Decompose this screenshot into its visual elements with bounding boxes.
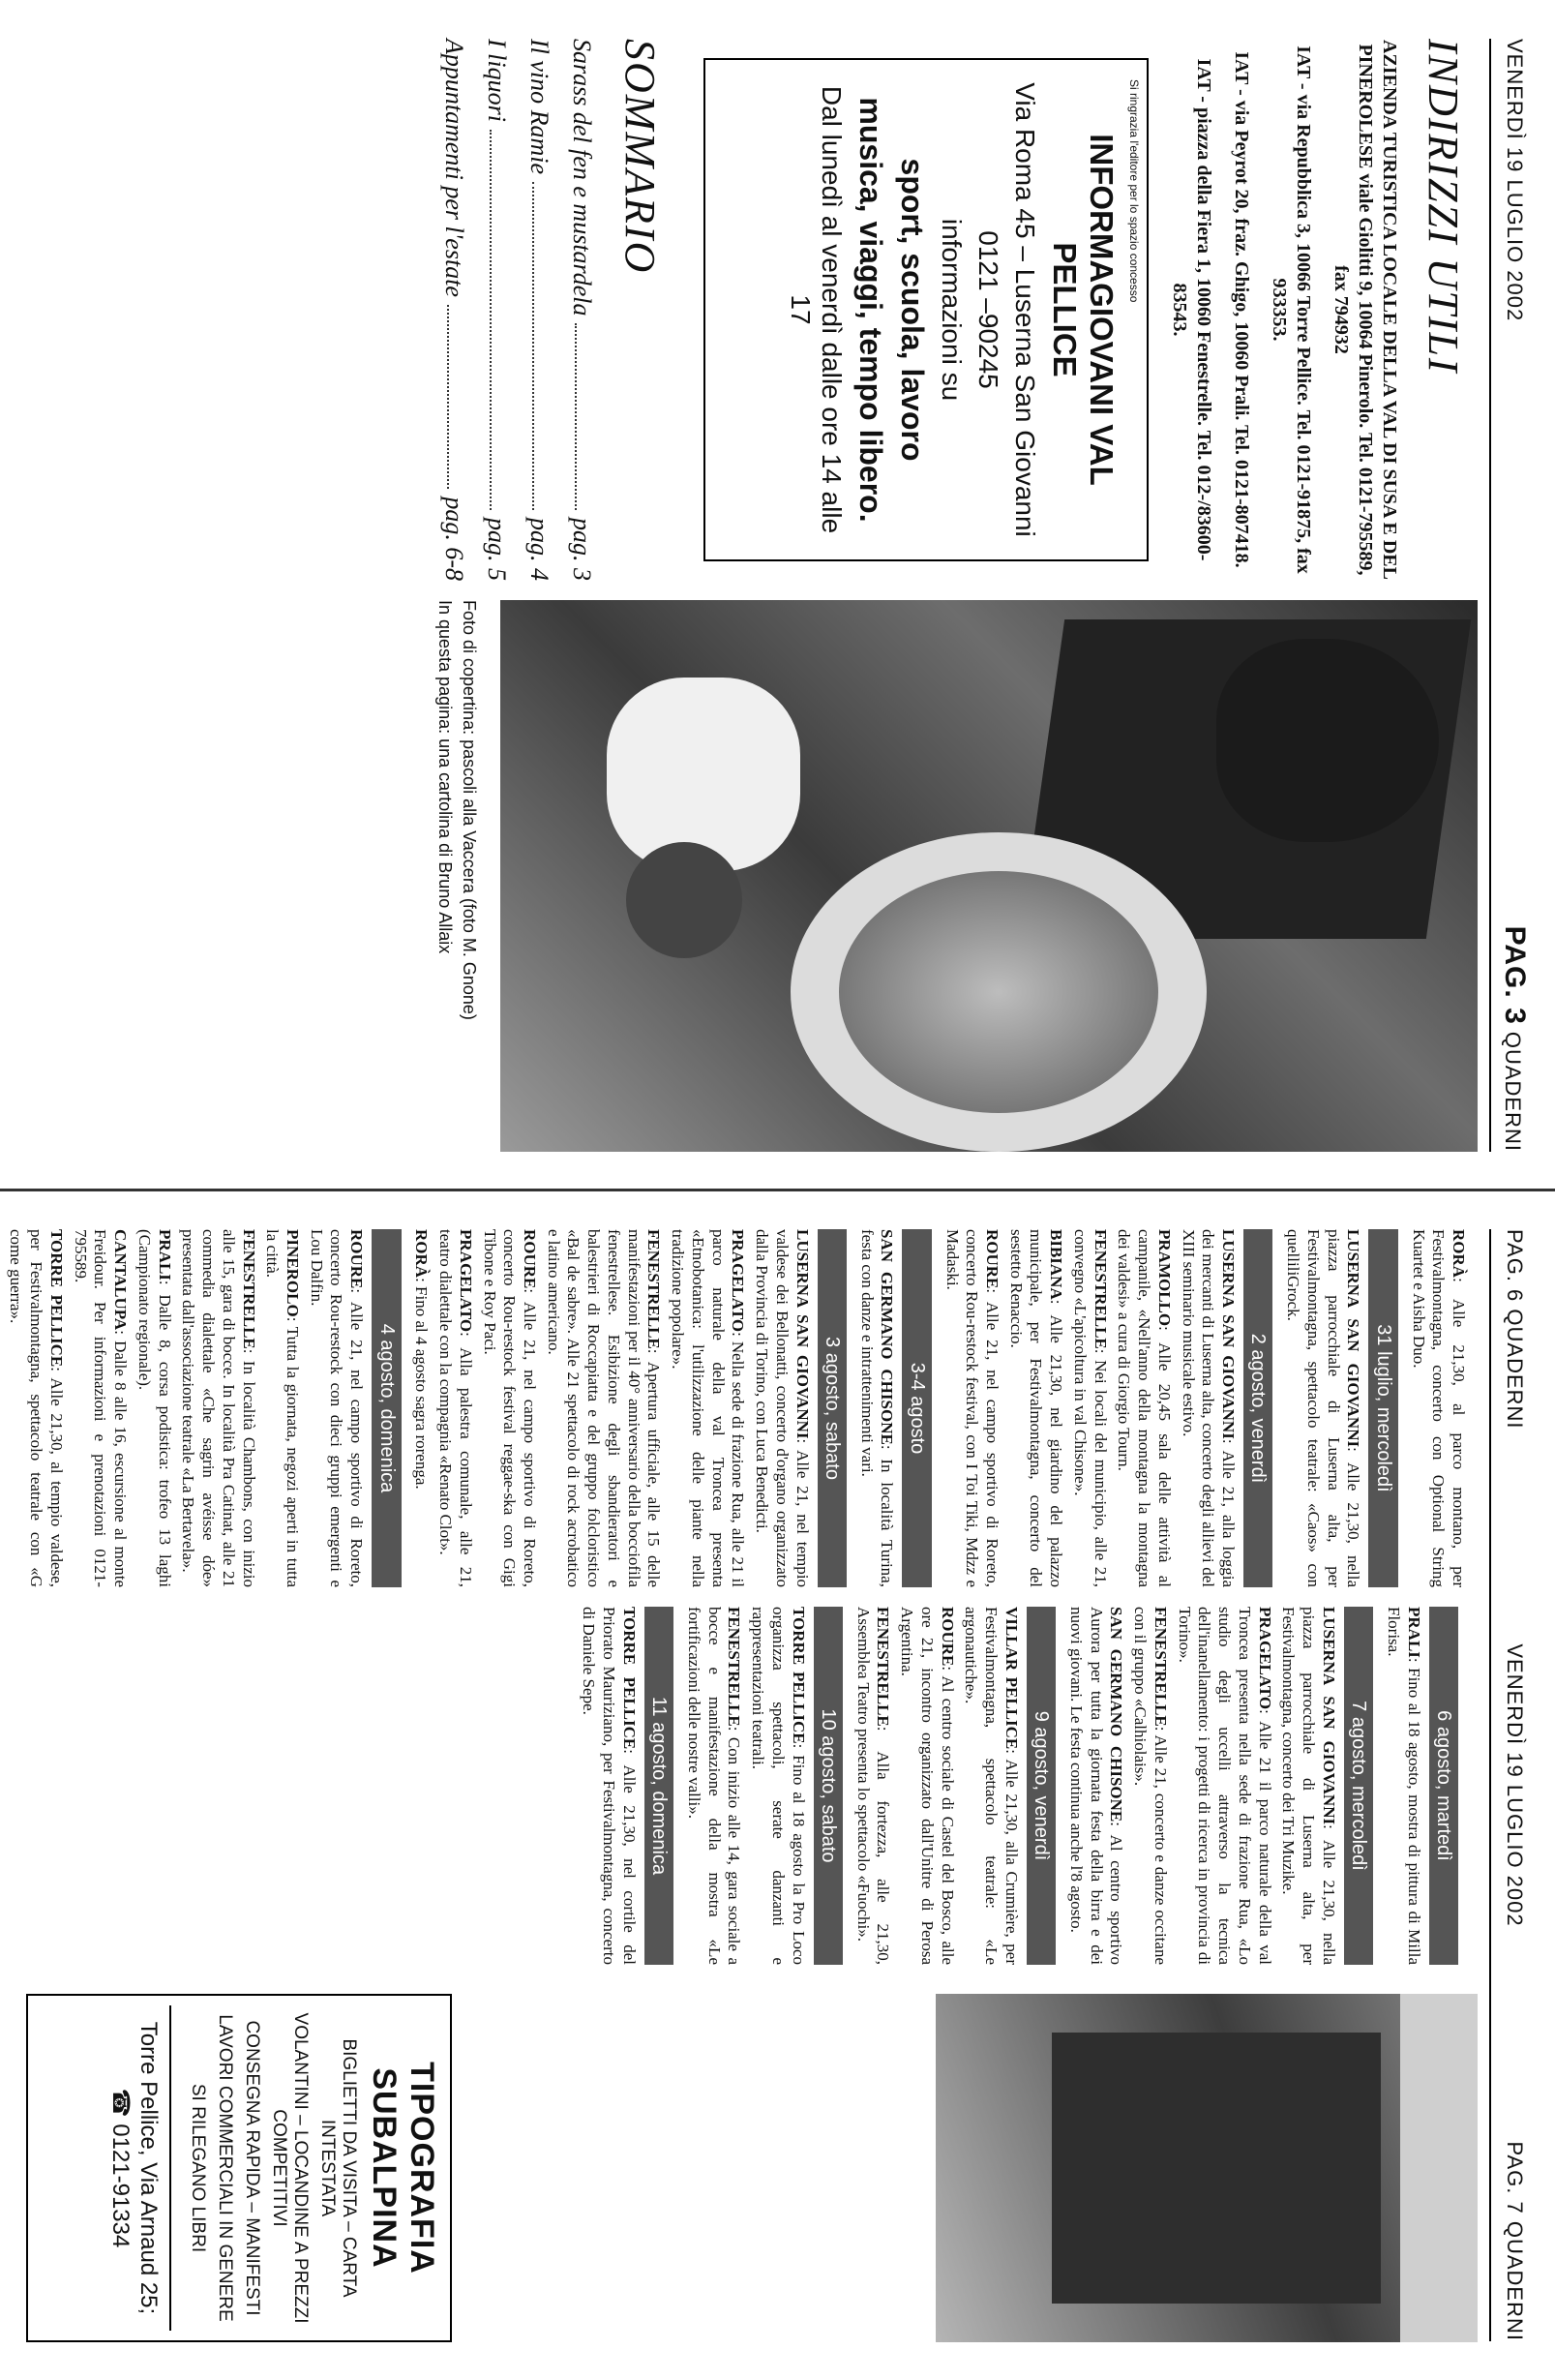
event-place: FENESTRELLE [644, 1229, 664, 1349]
event-entry [579, 1607, 639, 1965]
date-heading: 3-4 agosto [902, 1229, 931, 1587]
event-entry [1383, 1607, 1422, 1965]
event-place: ROURE [521, 1229, 539, 1289]
event-place: TORRE PELLICE [619, 1607, 639, 1750]
event-entry [178, 1229, 258, 1587]
event-place: RORÀ [1450, 1229, 1468, 1279]
toc-item-title: Appuntamenti per l'estate [440, 39, 468, 297]
toc-item[interactable] [567, 39, 596, 581]
address-entry: IAT - via Peyrot 20, fraz. Ghigo, 10060 Prali. Tel. 0121-807418. [1231, 51, 1252, 568]
address-entry: AZIENDA TURISTICA LOCALE DELLA VAL DI SUSA E DEL PINEROLESE viale Giolitti 9, 10064 Pinerolo. Tel. 0121-795589, fax 794932 [1331, 40, 1400, 580]
header-rule [1489, 39, 1491, 1152]
toc-item[interactable] [439, 39, 468, 581]
table-of-contents [426, 39, 665, 581]
ad-title: INFORMAGIOVANI VAL PELLICE [1047, 134, 1120, 486]
event-text: : Apertura ufficiale, alle 15 delle manifestazioni per il 40° anniversario della bocciofila fenestrellese. Esibizione degli sbandieratori e balestrieri di Roccapiatta e del gruppo folcloristico «Bal de sabre». Alle 21 spettacolo di rock acrobatico e latino americano. [544, 1229, 664, 1587]
event-place: ROURE [983, 1229, 1002, 1289]
event-place: SAN GERMANO CHISONE [878, 1229, 897, 1445]
event-entry [1178, 1229, 1238, 1587]
ad-address: Via Roma 45 – Luserna San Giovanni [1010, 82, 1040, 537]
event-text: : Nella sede di frazione Rua, alle 21 il parco naturale della val Troncea presenta «Etnobotanica: l'utilizzazione delle piante nella tradizione popolare». [669, 1229, 748, 1587]
event-text: : Fino al 4 agosto sagra rorenga. [412, 1278, 432, 1490]
toc-item-title: Sarass del fen e mustardela [568, 39, 596, 316]
event-entry [306, 1229, 366, 1587]
event-place: TORRE PELLICE [789, 1607, 808, 1744]
event-entry [1408, 1229, 1468, 1587]
toc-item-page: pag. 3 [568, 518, 596, 581]
event-entry [852, 1607, 892, 1965]
event-text: : Alle 20,45 sala delle attività al campanile, «Nell'anno della montagna la montagna dei valdesi» a cura di Giorgio Tourn. [1115, 1229, 1174, 1587]
toc-item[interactable] [524, 39, 553, 581]
train-photo [936, 1994, 1478, 2342]
event-place: PRAGELATO [456, 1229, 475, 1333]
folio-label: QUADERNI [1501, 1031, 1525, 1152]
event-entry [683, 1607, 743, 1965]
folio-date: VENERDÌ 19 LUGLIO 2002 [1503, 1643, 1527, 1927]
ad-phone: 0121 –90245 [973, 230, 1003, 389]
event-text: : Alle 21,30, al tempio valdese, per Festivalmontagna, spettacolo teatrale con «G come guerra». [7, 1229, 66, 1588]
event-place: PRALI [1404, 1607, 1423, 1658]
event-entry [896, 1607, 956, 1965]
folio-page-number [1498, 926, 1531, 1152]
photo-food [839, 871, 1158, 1113]
ad-topics-2: musica, viaggi, tempo libero. [853, 97, 888, 523]
event-entry [543, 1229, 663, 1587]
event-place: LUSERNA SAN GIOVANNI [1219, 1229, 1239, 1439]
addresses-title: INDIRIZZI UTILI [1420, 39, 1467, 375]
event-text: : Alle 21 il parco naturale della val Troncea presenta nella sede di frazione Rua, «Lo studio degli uccelli attraverso la tecnica dell'inanellamento: i progetti di ricerca in provincia di Torino». [1175, 1607, 1274, 1965]
photo-train [1052, 2033, 1381, 2304]
event-text: : Alle 21,30, nel giardino del palazzo municipale, per Festivalmontagna, concerto del sestetto Renaccio. [1006, 1229, 1066, 1587]
event-entry [262, 1229, 302, 1587]
event-place: PINEROLO [284, 1229, 302, 1317]
folio-page: PAG. 3 [1499, 925, 1531, 1025]
event-text: : Alle 21, alla loggia dei mercanti di Luserna alta, concerto degli allievi del XIII seminario musicale estivo. [1179, 1229, 1239, 1587]
informagiovani-ad [703, 58, 1149, 561]
useful-addresses [1153, 39, 1468, 581]
event-text: : Alle 21, nel campo sportivo di Roreto, concerto Rou-restock festival reggae-ska con Gigi Tibone e Roy Paci. [480, 1229, 539, 1587]
event-text: : Alle 21,30, al parco montano, per Festivalmontagna, concerto con Optional String Kuartet e Aisha Duo. [1409, 1229, 1468, 1587]
event-place: LUSERNA SAN GIOVANNI [792, 1229, 812, 1439]
folio-bar [1495, 1229, 1534, 2341]
event-text: : Al centro sportivo Aurora per tutta la giornata festa della birra e dei nuovi giovani. Le festa continua anche l'8 agosto. [1066, 1607, 1126, 1965]
address-entry: IAT - piazza della Fiera 1, 10060 Fenestrelle. Tel. 012-/83600-83543. [1169, 58, 1214, 561]
event-entry [1278, 1607, 1338, 1965]
folio-date: VENERDÌ 19 LUGLIO 2002 [1503, 39, 1527, 322]
event-entry [1282, 1229, 1362, 1587]
header-rule [1489, 1229, 1491, 2341]
ad-service: VOLANTINI – LOCANDINE A PREZZI COMPETITIVI [269, 2012, 311, 2324]
event-entry [434, 1229, 474, 1587]
ad-service: BIGLIETTI DA VISITA – CARTA INTESTATA [317, 2038, 359, 2298]
cover-photo-caption: Foto di copertina: pascoli alla Vaccera (foto M. Gnone) [460, 600, 479, 1020]
photo-pot [607, 678, 800, 871]
event-place [0, 1229, 2, 1339]
event-place: FENESTRELLE [1151, 1607, 1170, 1727]
event-text: : In località Turina, festa con danze e intrattenimenti vari. [857, 1229, 897, 1587]
event-text: : Alle 21,30, nella piazza parrocchiale di Luserna alta, per Festivalmontagna, spettacolo teatrale: «Caos» con quelliliGrock. [1284, 1229, 1363, 1588]
event-entry [1174, 1607, 1274, 1965]
event-place: CANTALUPA [111, 1229, 131, 1331]
date-heading: 11 agosto, domenica [644, 1607, 673, 1965]
toc-item-title: Il vino Ramie [525, 39, 553, 175]
date-heading: 7 agosto, mercoledì [1344, 1607, 1373, 1965]
event-place: LUSERNA SAN GIOVANNI [1344, 1229, 1363, 1448]
ad-info: informazioni su [937, 218, 967, 402]
event-text: : In località Chambons, con inizio alle 15, gara di bocce. In località Pra Catinat, alle 21 commedia dialettale «Che sagrin avéisse dóe» presentata dall'associazione teatrale «La Bertavela». [179, 1229, 258, 1587]
events-column-2 [575, 1607, 1468, 1965]
event-place: TORRE PELLICE [46, 1229, 66, 1368]
event-text: : Dalle 8, corsa podistica: trofeo 13 laghi (Campionato regionale). [135, 1229, 174, 1587]
event-text: : Alle 21, nel campo sportivo di Roreto, concerto Rou-restock festival, con I Toi Tiki, Mdzz e Madaski. [942, 1229, 1002, 1587]
events-column-1 [0, 1229, 1468, 1587]
event-text: : Alla fortezza, alle 21,30, Assemblea Teatro presenta lo spettacolo «Fuochi». [853, 1607, 893, 1965]
event-place: PRAMOLLO [1154, 1229, 1174, 1327]
event-entry [961, 1607, 1021, 1965]
ad-topics-1: sport, scuola, lavoro [895, 158, 930, 462]
photo-jar [626, 842, 742, 958]
ad-service: LAVORI COMMERCIALI IN GENERE [215, 2014, 235, 2322]
event-place: SAN GERMANO CHISONE [1107, 1607, 1126, 1823]
address-entry: IAT - via Repubblica 3, 10066 Torre Pellice. Tel. 0121-91875, fax 933353. [1269, 45, 1314, 574]
event-entry [856, 1229, 896, 1587]
event-entry [0, 1229, 2, 1587]
event-text: : Alle 21, concerto e danze occitane con il gruppo «Calhiolais». [1131, 1607, 1170, 1965]
event-entry [1129, 1607, 1169, 1965]
event-text: : Nei locali del municipio, alle 21, convegno «L'apicoltura in val Chisone». [1070, 1229, 1110, 1587]
tipografia-ad [26, 1994, 452, 2342]
event-entry [751, 1229, 811, 1587]
ad-address: Torre Pellice, Via Arnaud 25; ☎ 0121-91334 [106, 2005, 171, 2331]
event-text: : Alle 21,30, nel cortile del Priorato Mauriziano, per Festivalmontagna, concerto di Daniele Sepe. [580, 1607, 639, 1965]
toc-item-title: I liquori [483, 39, 511, 122]
toc-leader [532, 182, 553, 510]
event-entry [6, 1229, 66, 1587]
event-entry [747, 1607, 807, 1965]
ad-hours: Dal lunedì al venerdì dalle ore 14 alle 17 [786, 85, 847, 534]
event-entry [1005, 1229, 1065, 1587]
folio-left: PAG. 6 QUADERNI [1503, 1229, 1527, 1430]
event-text: : Fino al 18 agosto, mostra di pittura di Milla Florisa. [1384, 1607, 1423, 1965]
photo-jug [1216, 639, 1439, 842]
toc-item[interactable] [482, 39, 511, 581]
event-entry [1065, 1607, 1125, 1965]
page-6-7 [0, 1190, 1555, 2380]
event-text: : Tutta la giornata, negozi aperti in tutta la città. [263, 1229, 302, 1587]
event-text: : Dalle 8 alle 16, escursione al monte Freidour. Per informazioni e prenotazioni 0121-795589. [71, 1229, 131, 1587]
toc-item-page: pag. 4 [525, 518, 553, 581]
event-entry [1114, 1229, 1174, 1587]
date-heading: 31 luglio, mercoledì [1368, 1229, 1397, 1587]
event-entry [942, 1229, 1002, 1587]
toc-item-page: pag. 5 [483, 518, 511, 581]
ad-service: SI RILEGANO LIBRI [188, 2083, 208, 2253]
event-place: BIBIANA [1047, 1229, 1066, 1300]
date-heading: 6 agosto, martedì [1429, 1607, 1458, 1965]
event-place: RORÀ [412, 1229, 432, 1279]
event-place: FENESTRELLE [725, 1607, 744, 1727]
event-place: PRALI [155, 1229, 174, 1280]
event-place: FENESTRELLE [874, 1607, 893, 1727]
toc-leader [575, 323, 596, 510]
toc-title: SOMMARIO [616, 39, 664, 275]
event-place: ROURE [938, 1607, 957, 1667]
event-text: : Fino al 18 agosto la Pro Loco organizza spettacoli, serate danzanti e rappresentazioni teatrali. [749, 1607, 808, 1965]
date-heading: 3 agosto, sabato [818, 1229, 847, 1587]
photo-caption [433, 600, 481, 1161]
event-entry [667, 1229, 747, 1587]
event-entry [411, 1229, 432, 1587]
event-place: FENESTRELLE [239, 1229, 258, 1349]
date-heading: 2 agosto, venerdì [1243, 1229, 1272, 1587]
event-text: : Alle 21, nel tempio valdese dei Bellonatti, concerto d'organo organizzato dalla Provincia di Torino, con Luca Benedicti. [753, 1229, 812, 1588]
event-text: : Alle 21,30, nella piazza parrocchiale di Luserna alta, per Festivalmontagna, concerto dei Tri Muzike. [1279, 1607, 1338, 1966]
ad-thanks: Si ringrazia l'editore per lo spazio concesso [1127, 79, 1141, 303]
event-text: : Con inizio alle 14, gara sociale a bocce e manifestazione della mostra «Le fortificazioni delle nostre valli». [684, 1607, 744, 1965]
folio-right: PAG. 7 QUADERNI [1503, 2141, 1527, 2341]
folio-bar [1495, 39, 1534, 1152]
event-place: ROURE [347, 1229, 367, 1289]
date-heading: 10 agosto, sabato [814, 1607, 843, 1965]
event-text: : Alle 21, nel campo sportivo di Roreto, concerto Rou-restock con dieci gruppi emergenti e Lou Dalfin. [307, 1229, 367, 1587]
event-text: : Alle 21,30, alla Crumière, per Festivalmontagna, spettacolo teatrale: «Le argonautiche». [962, 1607, 1021, 1965]
date-heading: 9 agosto, venerdì [1027, 1607, 1056, 1965]
event-entry [1069, 1229, 1109, 1587]
event-text: : Al centro sociale di Castel del Bosco, alle ore 21, incontro organizzato dall'Unitre di Perosa Argentina. [898, 1607, 957, 1965]
event-entry [70, 1229, 130, 1587]
page-photo-caption: In questa pagina: una cartolina di Bruno Allaix [434, 600, 455, 954]
ad-service: CONSEGNA RAPIDA – MANIFESTI [242, 2020, 262, 2316]
event-text: : Alla palestra comunale, alle 21, teatro dialettale con la compagnia «Renato Clot». [436, 1229, 475, 1587]
event-entry [479, 1229, 539, 1587]
still-life-photo [500, 600, 1478, 1152]
date-heading: 4 agosto, domenica [372, 1229, 401, 1587]
event-place: LUSERNA SAN GIOVANNI [1319, 1607, 1338, 1825]
ad-brand: TIPOGRAFIA SUBALPINA [366, 2062, 440, 2275]
event-place: PRAGELATO [729, 1229, 748, 1333]
photo-sky [1400, 1994, 1478, 2342]
event-place: FENESTRELLE [1091, 1229, 1110, 1349]
event-place: VILLAR PELLICE [1002, 1607, 1021, 1750]
toc-leader [490, 130, 511, 510]
toc-leader [447, 305, 468, 489]
event-place: PRAGELATO [1255, 1607, 1274, 1710]
event-entry [134, 1229, 173, 1587]
toc-item-page: pag. 6-8 [440, 497, 468, 581]
